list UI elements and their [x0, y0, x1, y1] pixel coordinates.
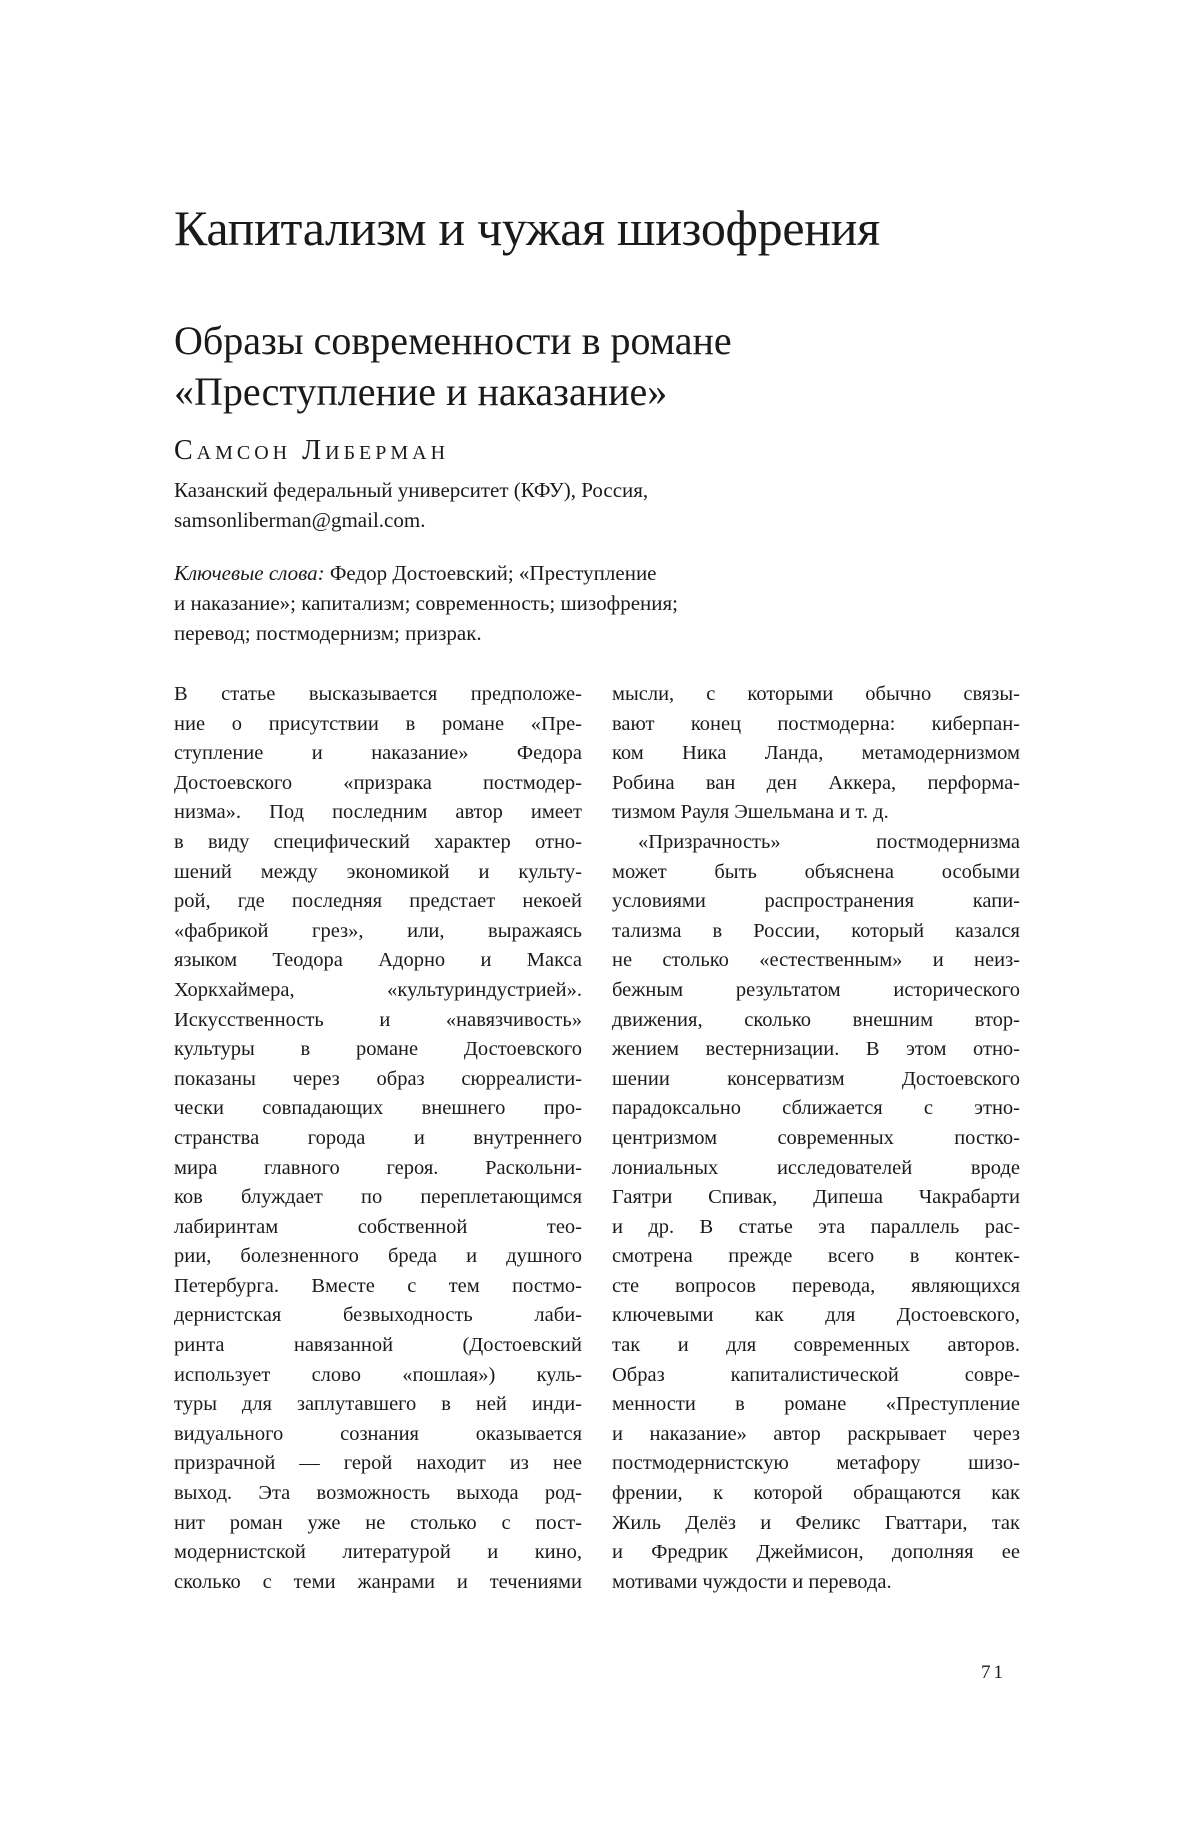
abstract-line: шении консерватизм Достоевского	[612, 1067, 1020, 1090]
subtitle-line: Образы современности в романе	[174, 318, 732, 363]
abstract-line: может быть объяснена особыми	[612, 860, 1020, 883]
author-affiliation	[174, 475, 874, 535]
abstract-line: Искусственность и «навязчивость»	[174, 1008, 582, 1031]
keywords-block	[174, 558, 794, 648]
abstract-column-right	[612, 680, 1020, 1597]
abstract-line: модернистской литературой и кино,	[174, 1541, 582, 1564]
abstract-line: смотрена прежде всего в контек-	[612, 1245, 1020, 1268]
abstract-line: движения, сколько внешним втор-	[612, 1008, 1020, 1031]
abstract-line: мотивами чуждости и перевода.	[612, 1570, 892, 1593]
subtitle-line: «Преступление и наказание»	[174, 369, 668, 414]
abstract-line: парадоксально сближается с этно-	[612, 1097, 1020, 1120]
abstract-line: показаны через образ сюрреалисти-	[174, 1067, 582, 1090]
abstract-line: «Призрачность» постмодернизма	[638, 830, 1020, 853]
abstract-line: и др. В статье эта параллель рас-	[612, 1215, 1020, 1238]
abstract-line: видуального сознания оказывается	[174, 1422, 582, 1445]
keywords-text: перевод; постмодернизм; призрак.	[174, 621, 482, 645]
abstract-line: шений между экономикой и культу-	[174, 860, 582, 883]
abstract-column-left	[174, 680, 582, 1597]
abstract-line: бежным результатом исторического	[612, 978, 1020, 1001]
abstract-line: чески совпадающих внешнего про-	[174, 1097, 582, 1120]
abstract-line: Робина ван ден Аккера, перформа-	[612, 771, 1020, 794]
abstract-line: менности в романе «Преступление	[612, 1393, 1020, 1416]
abstract-line: и наказание» автор раскрывает через	[612, 1422, 1020, 1445]
page-number: 71	[981, 1662, 1006, 1683]
author-name: Самсон Либерман	[174, 435, 450, 466]
abstract-line: нит роман уже не столько с пост-	[174, 1511, 582, 1534]
abstract-line: рой, где последняя предстает некоей	[174, 890, 582, 913]
abstract-line: френии, к которой обращаются как	[612, 1482, 1020, 1505]
abstract-line: Гаятри Спивак, Дипеша Чакрабарти	[612, 1186, 1020, 1209]
abstract-line: призрачной — герой находит из нее	[174, 1452, 582, 1475]
abstract-line: ринта навязанной (Достоевский	[174, 1334, 582, 1357]
abstract-line: ков блуждает по переплетающимся	[174, 1186, 582, 1209]
abstract-line: постмодернистскую метафору шизо-	[612, 1452, 1020, 1475]
abstract-line: лабиринтам собственной тео-	[174, 1215, 582, 1238]
abstract-line: выход. Эта возможность выхода род-	[174, 1482, 582, 1505]
abstract-line: использует слово «пошлая») куль-	[174, 1363, 582, 1386]
keywords-text: и наказание»; капитализм; современность; шизофрения;	[174, 591, 678, 615]
affiliation-line: Казанский федеральный университет (КФУ), Россия,	[174, 478, 649, 502]
abstract-line: в виду специфический характер отно-	[174, 830, 582, 853]
abstract-line: тализма в России, который казался	[612, 919, 1020, 942]
abstract-line: странства города и внутреннего	[174, 1126, 582, 1149]
abstract-line: «фабрикой грез», или, выражаясь	[174, 919, 582, 942]
abstract-line: сте вопросов перевода, являющихся	[612, 1274, 1020, 1297]
abstract-line: не столько «естественным» и неиз-	[612, 949, 1020, 972]
abstract-line: ние о присутствии в романе «Пре-	[174, 712, 582, 735]
abstract-line: Образ капиталистической совре-	[612, 1363, 1020, 1386]
abstract-line: мира главного героя. Раскольни-	[174, 1156, 582, 1179]
keywords-label: Ключевые слова:	[174, 561, 325, 585]
abstract-line: лониальных исследователей вроде	[612, 1156, 1020, 1179]
abstract-line: туры для заплутавшего в ней инди-	[174, 1393, 582, 1416]
abstract-line: вают конец постмодерна: киберпан-	[612, 712, 1020, 735]
abstract-line: Петербурга. Вместе с тем постмо-	[174, 1274, 582, 1297]
abstract-line: ключевыми как для Достоевского,	[612, 1304, 1020, 1327]
abstract-line: рии, болезненного бреда и душного	[174, 1245, 582, 1268]
keywords-text: Федор Достоевский; «Преступление	[329, 561, 657, 585]
abstract-line: мысли, с которыми обычно связы-	[612, 683, 1020, 705]
article-title: Капитализм и чужая шизофрения	[174, 200, 880, 256]
abstract-line: языком Теодора Адорно и Макса	[174, 949, 582, 972]
abstract-line: центризмом современных постко-	[612, 1126, 1020, 1149]
abstract-line: жением вестернизации. В этом отно-	[612, 1038, 1020, 1061]
abstract-line: Жиль Делёз и Феликс Гваттари, так	[612, 1511, 1020, 1534]
abstract-line: так и для современных авторов.	[612, 1334, 1020, 1357]
abstract-line: низма». Под последним автор имеет	[174, 801, 582, 824]
abstract-line: ком Ника Ланда, метамодернизмом	[612, 742, 1020, 765]
abstract-line: ступление и наказание» Федора	[174, 742, 582, 765]
author-email: samsonliberman@gmail.com.	[174, 508, 426, 532]
abstract-line: и Фредрик Джеймисон, дополняя ее	[612, 1541, 1020, 1564]
abstract-line: В статье высказывается предположе-	[174, 683, 582, 705]
abstract-line: условиями распространения капи-	[612, 890, 1020, 913]
abstract-line: сколько с теми жанрами и течениями	[174, 1570, 582, 1593]
abstract-line: дернистская безвыходность лаби-	[174, 1304, 582, 1327]
abstract-line: Достоевского «призрака постмодер-	[174, 771, 582, 794]
article-subtitle	[174, 315, 974, 417]
abstract-line: культуры в романе Достоевского	[174, 1038, 582, 1061]
abstract-line: тизмом Рауля Эшельмана и т. д.	[612, 801, 889, 824]
abstract-line: Хоркхаймера, «культуриндустрией».	[174, 978, 582, 1001]
